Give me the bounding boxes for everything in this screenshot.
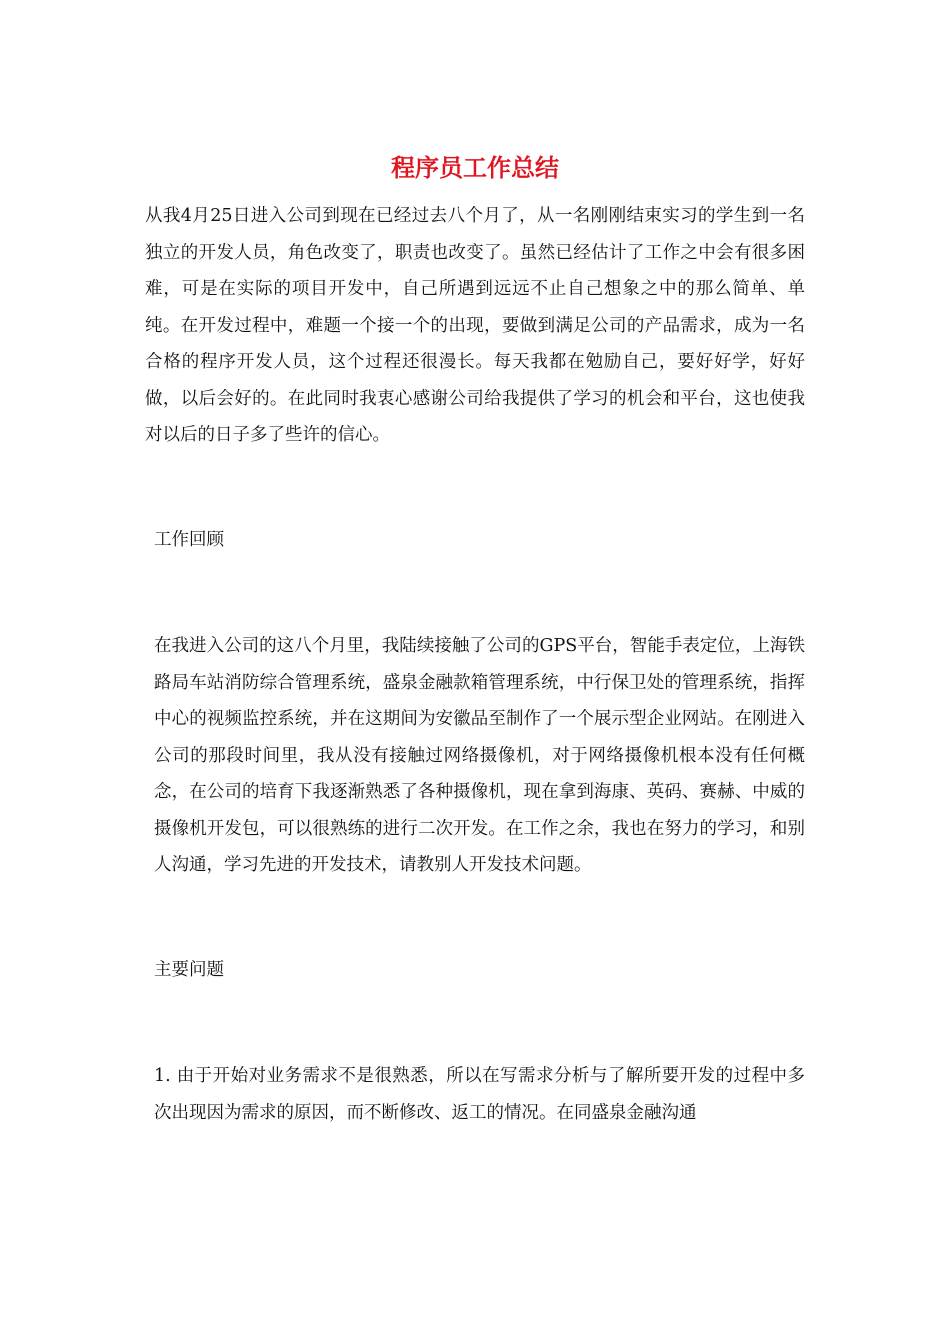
document-body	[145, 198, 805, 1131]
review-paragraph: 在我进入公司的这八个月里，我陆续接触了公司的GPS平台，智能手表定位，上海铁路局车站消防综合管理系统，盛泉金融款箱管理系统，中行保卫处的管理系统，指挥中心的视频监控系统，并在这期间为安徽品至制作了一个展示型企业网站。在刚进入公司的那段时间里，我从没有接触过网络摄像机，对于网络摄像机根本没有任何概念，在公司的培育下我逐渐熟悉了各种摄像机，现在拿到海康、英码、赛赫、中威的摄像机开发包，可以很熟练的进行二次开发。在工作之余，我也在努力的学习，和别人沟通，学习先进的开发技术，请教别人开发技术问题。	[154, 636, 805, 875]
spacer	[145, 988, 805, 1058]
problem-item-1: 1. 由于开始对业务需求不是很熟悉，所以在写需求分析与了解所要开发的过程中多次出现因为需求的原因，而不断修改、返工的情况。在同盛泉金融沟通	[154, 1066, 805, 1123]
spacer	[145, 558, 805, 628]
document-title: 程序员工作总结	[391, 153, 559, 182]
spacer	[145, 454, 805, 522]
spacer	[145, 884, 805, 952]
section-heading-problems: 主要问题	[154, 959, 224, 980]
intro-paragraph: 从我4月25日进入公司到现在已经过去八个月了，从一名刚刚结束实习的学生到一名独立的开发人员，角色改变了，职责也改变了。虽然已经估计了工作之中会有很多困难，可是在实际的项目开发中，自己所遇到远远不止自己想象之中的那么简单、单纯。在开发过程中，难题一个接一个的出现，要做到满足公司的产品需求，成为一名合格的程序开发人员，这个过程还很漫长。每天我都在勉励自己，要好好学，好好做，以后会好的。在此同时我衷心感谢公司给我提供了学习的机会和平台，这也使我对以后的日子多了些许的信心。	[145, 206, 805, 445]
section-heading-review: 工作回顾	[154, 529, 224, 550]
